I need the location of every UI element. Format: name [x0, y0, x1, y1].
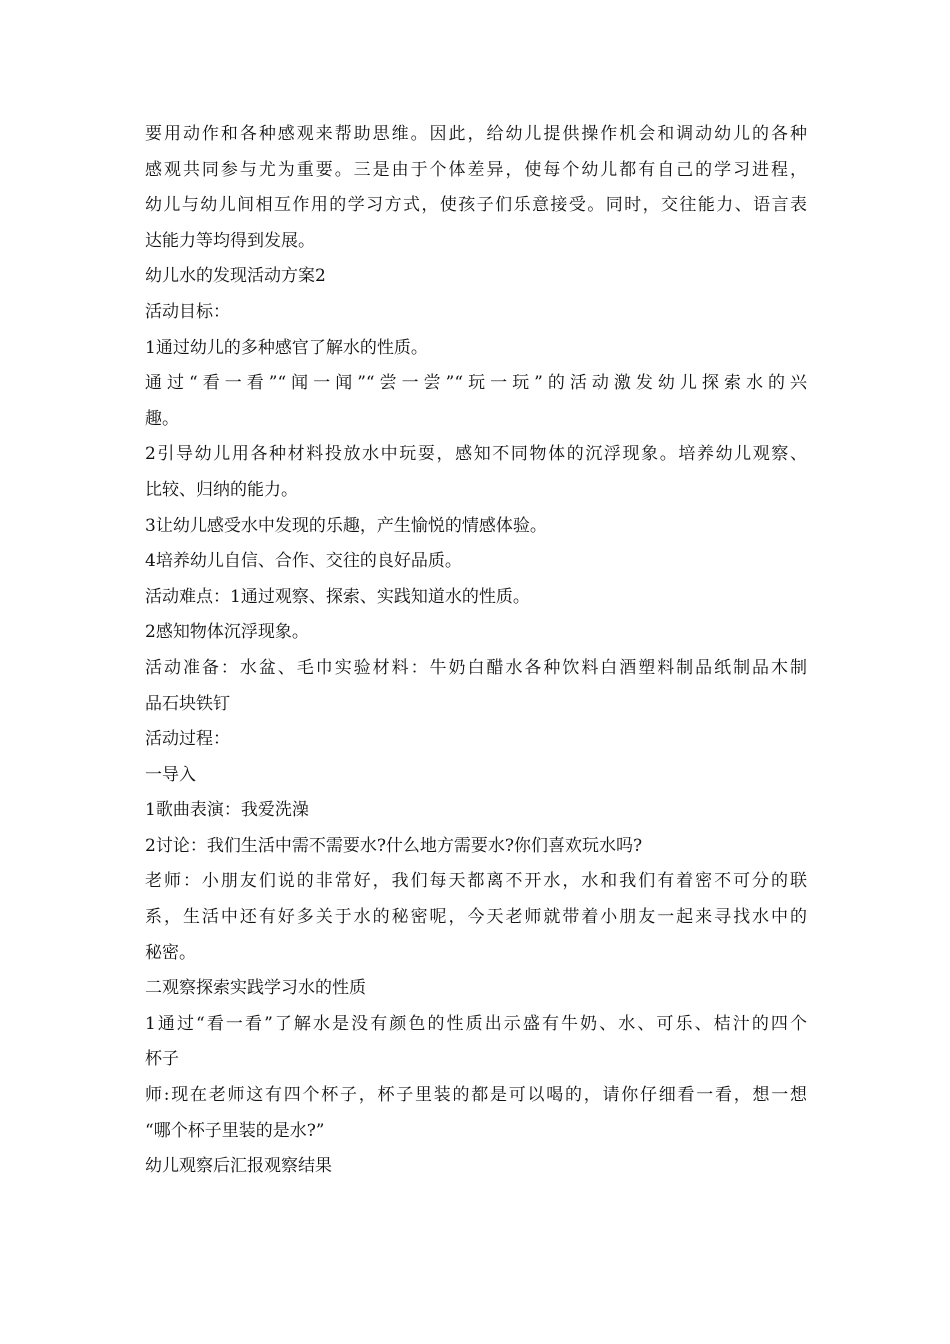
text-line: 2引导幼儿用各种材料投放水中玩耍，感知不同物体的沉浮现象。培养幼儿观察、: [145, 444, 807, 465]
text-line: 感观共同参与尤为重要。三是由于个体差异，使每个幼儿都有自己的学习进程，: [145, 159, 807, 180]
text-line: 通过“看一看”“闻一闻”“尝一尝”“玩一玩”的活动激发幼儿探索水的兴: [145, 373, 807, 394]
text-line: 比较、归纳的能力。: [145, 479, 298, 500]
text-line: 幼儿与幼儿间相互作用的学习方式，使孩子们乐意接受。同时，交往能力、语言表: [145, 195, 807, 216]
text-line: 系，生活中还有好多关于水的秘密呢，今天老师就带着小朋友一起来寻找水中的: [145, 907, 807, 928]
text-line: 老师：小朋友们说的非常好，我们每天都离不开水，水和我们有着密不可分的联: [145, 871, 807, 892]
text-line: “哪个杯子里装的是水?”: [145, 1120, 325, 1141]
text-line: 达能力等均得到发展。: [145, 230, 315, 251]
text-line: 活动准备：水盆、毛巾实验材料：牛奶白醋水各种饮料白酒塑料制品纸制品木制: [145, 657, 807, 678]
text-line: 2讨论：我们生活中需不需要水?什么地方需要水?你们喜欢玩水吗?: [145, 835, 643, 856]
text-line: 师:现在老师这有四个杯子，杯子里装的都是可以喝的，请你仔细看一看，想一想: [145, 1085, 807, 1106]
text-line: 活动目标：: [145, 301, 230, 322]
text-line: 2感知物体沉浮现象。: [145, 622, 309, 643]
text-line: 趣。: [145, 408, 179, 429]
text-line: 品石块铁钉: [145, 693, 230, 714]
text-line: 活动难点：1通过观察、探索、实践知道水的性质。: [145, 586, 530, 607]
text-line: 活动过程：: [145, 729, 230, 750]
section-heading: 幼儿水的发现活动方案2: [145, 266, 326, 287]
text-line: 1通过幼儿的多种感官了解水的性质。: [145, 337, 428, 358]
text-line: 杯子: [145, 1049, 179, 1070]
text-line: 一导入: [145, 764, 196, 785]
text-line: 3让幼儿感受水中发现的乐趣，产生愉悦的情感体验。: [145, 515, 547, 536]
text-line: 秘密。: [145, 942, 196, 963]
text-line: 1歌曲表演：我爱洗澡: [145, 800, 309, 821]
text-line: 1通过“看一看”了解水是没有颜色的性质出示盛有牛奶、水、可乐、桔汁的四个: [145, 1013, 807, 1034]
text-line: 4培养幼儿自信、合作、交往的良好品质。: [145, 551, 462, 572]
document-body: [145, 117, 807, 1185]
text-line: 二观察探索实践学习水的性质: [145, 978, 366, 999]
text-line: 幼儿观察后汇报观察结果: [145, 1156, 332, 1177]
text-line: 要用动作和各种感观来帮助思维。因此，给幼儿提供操作机会和调动幼儿的各种: [145, 124, 807, 144]
